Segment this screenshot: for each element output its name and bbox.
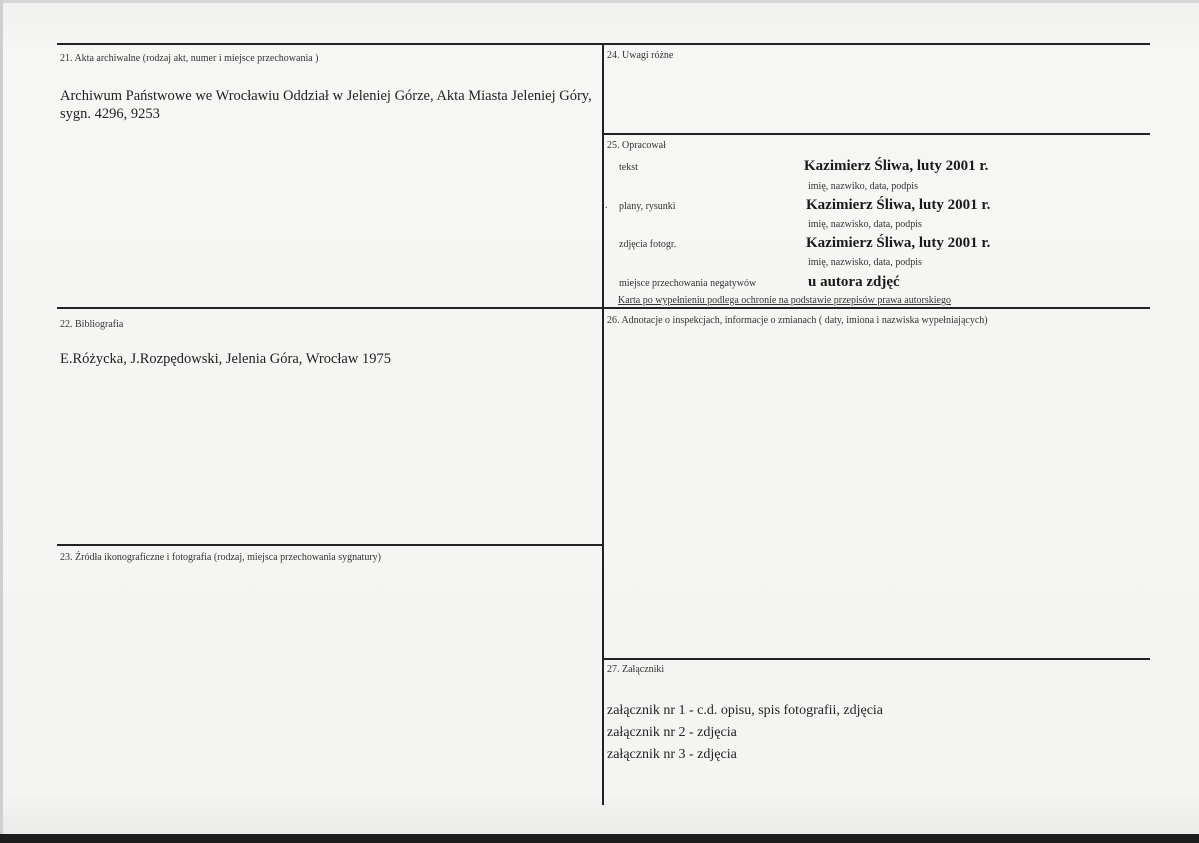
attachment-item: załącznik nr 2 - zdjęcia — [607, 725, 737, 740]
sec23-top-line — [57, 544, 603, 546]
sec21-line2: sygn. 4296, 9253 — [60, 106, 160, 122]
sec25-neg-label: miejsce przechowania negatywów — [619, 278, 757, 289]
scan-edge-bottom — [0, 834, 1199, 843]
sec25-row-photos-value: Kazimierz Śliwa, luty 2001 r. — [806, 235, 991, 251]
attachment-item: załącznik nr 1 - c.d. opisu, spis fotografii, zdjęcia — [607, 703, 884, 718]
sec25-row-plans-value: Kazimierz Śliwa, luty 2001 r. — [806, 197, 991, 213]
sec25-row-text-value: Kazimierz Śliwa, luty 2001 r. — [804, 158, 989, 174]
sec25-copyright-note: Karta po wypełnieniu podlega ochronie na podstawie przepisów prawa autorskiego — [618, 295, 951, 306]
sec21-line1: Archiwum Państwowe we Wrocławiu Oddział w Jeleniej Górze, Akta Miasta Jeleniej Góry, — [60, 88, 592, 104]
sec22-label: 22. Bibliografia — [60, 319, 124, 330]
sec25-row-photos-caption: imię, nazwisko, data, podpis — [808, 257, 922, 268]
sec26-label: 26. Adnotacje o inspekcjach, informacje o zmianach ( daty, imiona i nazwiska wypełniających) — [607, 315, 988, 326]
sec21-label: 21. Akta archiwalne (rodzaj akt, numer i miejsce przechowania ) — [60, 53, 319, 64]
sec25-row-plans-label: plany, rysunki — [619, 201, 676, 212]
sec25-top-line — [603, 133, 1150, 135]
sec25-label: 25. Opracował — [607, 140, 666, 151]
sec25-row-photos-label: zdjęcia fotogr. — [619, 239, 677, 250]
sec22-top-line — [57, 307, 1150, 309]
sec22-text: E.Różycka, J.Rozpędowski, Jelenia Góra, Wrocław 1975 — [60, 351, 391, 367]
scan-edge-left — [0, 0, 3, 843]
sec25-neg-value: u autora zdjęć — [808, 274, 900, 290]
sec24-label: 24. Uwagi różne — [607, 50, 674, 61]
sec23-label: 23. Źródła ikonograficzne i fotografia (rodzaj, miejsca przechowania sygnatury) — [60, 552, 381, 563]
sec25-row-text-caption: imię, nazwiko, data, podpis — [808, 181, 918, 192]
sec27-label: 27. Załączniki — [607, 664, 665, 675]
sec25-row-text-label: tekst — [619, 162, 638, 173]
sec25-bullet: . — [605, 200, 608, 211]
center-divider-line — [602, 43, 604, 805]
sec27-top-line — [603, 658, 1150, 660]
sec25-row-plans-caption: imię, nazwisko, data, podpis — [808, 219, 922, 230]
scan-edge-top — [0, 0, 1199, 3]
attachment-item: załącznik nr 3 - zdjęcia — [607, 747, 737, 762]
